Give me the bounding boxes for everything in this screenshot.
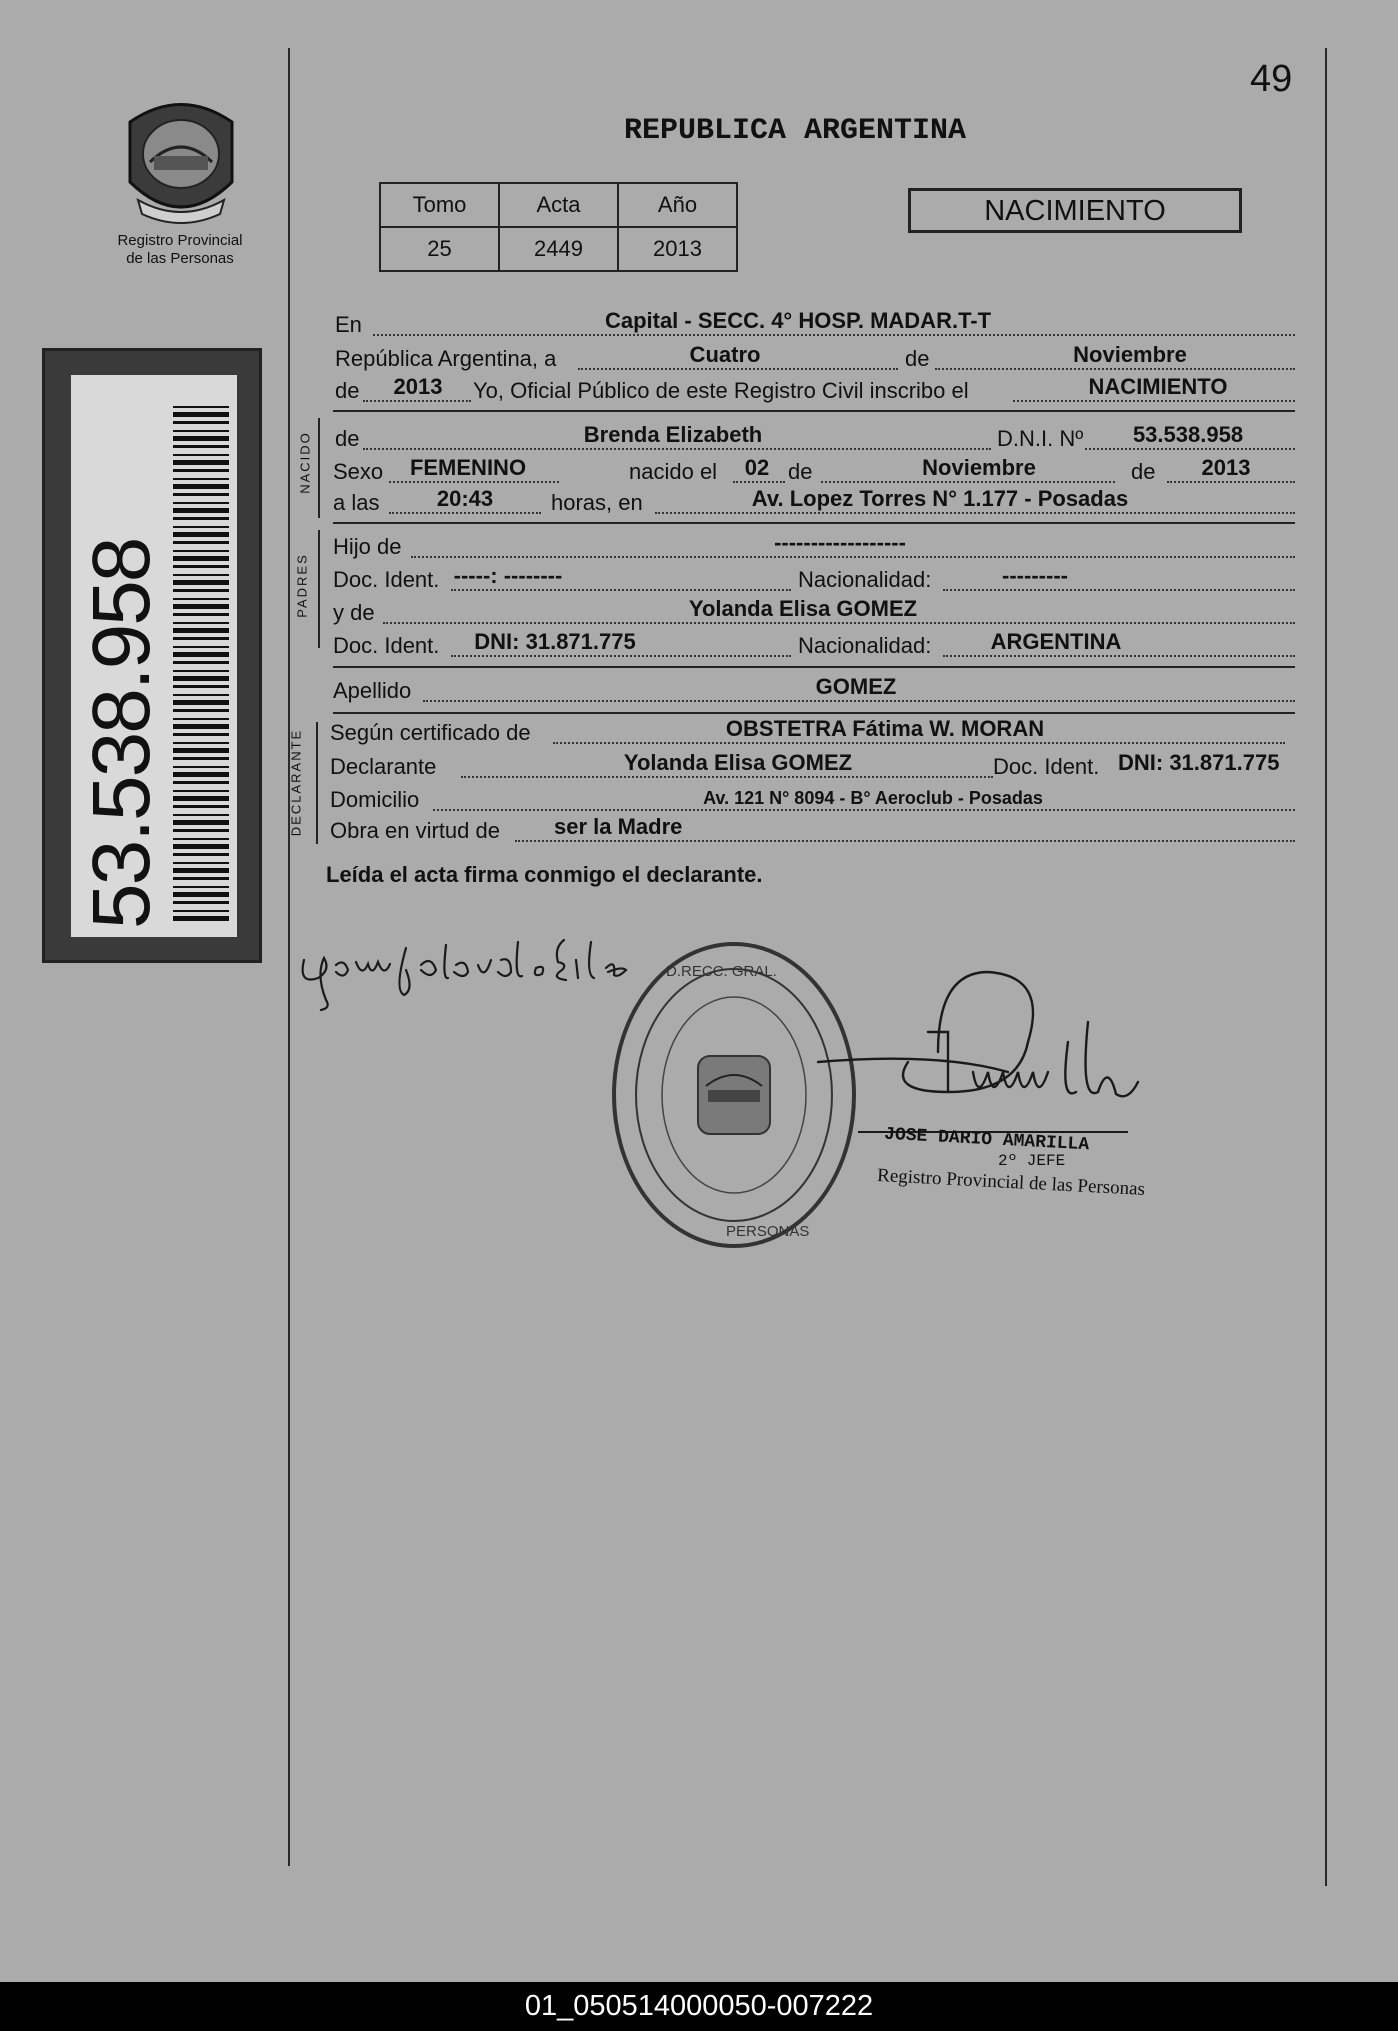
registry-table — [379, 182, 738, 272]
padres-rule — [333, 666, 1295, 668]
obra-row — [330, 814, 1295, 846]
document-title: REPUBLICA ARGENTINA — [623, 114, 967, 148]
closing-statement: Leída el acta firma conmigo el declarante. — [326, 862, 763, 887]
republica-label: República Argentina, a — [335, 346, 557, 371]
birth-time-value: 20:43 — [436, 486, 494, 511]
alas-row — [333, 486, 1295, 518]
day-word-value: Cuatro — [689, 342, 761, 367]
registry-header-anio: Año — [618, 183, 737, 227]
nacido-rule — [333, 522, 1295, 524]
father-nat-value: --------- — [1002, 563, 1068, 588]
apellido-row — [333, 674, 1295, 706]
child-name-value: Brenda Elizabeth — [583, 422, 763, 447]
page-number: 49 — [1250, 58, 1293, 100]
province-logo — [120, 92, 242, 230]
logo-caption-line2: de las Personas — [126, 250, 234, 267]
time-dots — [389, 512, 541, 514]
scan-footer: 01_050514000050-007222 — [0, 1982, 1398, 2031]
year-value: 2013 — [393, 374, 443, 399]
birth-day-value: 02 — [744, 455, 770, 480]
en-label: En — [335, 312, 362, 337]
barcode-number: 53.538.958 — [76, 538, 167, 929]
act-kind-value: NACIMIENTO — [1088, 374, 1228, 399]
father-nat-dots — [943, 589, 1295, 591]
mother-doc-dots — [451, 655, 791, 657]
cert-dots — [553, 742, 1285, 744]
registry-value-row — [380, 227, 737, 271]
birth-month-value: Noviembre — [922, 455, 1036, 480]
declarante-doc-value: DNI: 31.871.775 — [1118, 750, 1280, 775]
birth-year-value: 2013 — [1201, 455, 1251, 480]
hijo-label: Hijo de — [333, 534, 402, 559]
horas-label: horas, en — [551, 490, 643, 515]
place-value: Capital - SECC. 4° HOSP. MADAR.T-T — [604, 308, 992, 333]
sexo-value: FEMENINO — [409, 455, 527, 480]
yde-label: y de — [333, 600, 375, 625]
svg-text:PERSONAS: PERSONAS — [726, 1223, 810, 1240]
barcode-bars — [173, 401, 229, 921]
barcode-label — [71, 375, 237, 937]
nacido-el-label: nacido el — [629, 459, 718, 484]
birth-de-label-2: de — [1131, 459, 1156, 484]
year-dots — [363, 400, 471, 402]
document-type-box: NACIMIENTO — [908, 188, 1242, 233]
nacido-name-row — [333, 422, 1295, 454]
domicilio-row — [330, 783, 1295, 815]
hijo-row — [333, 530, 1295, 562]
name-dots — [363, 448, 991, 450]
father-doc-label: Doc. Ident. — [333, 567, 440, 592]
mother-nat-dots — [943, 655, 1295, 657]
year-row — [333, 374, 1295, 406]
month-dots — [935, 368, 1295, 370]
svg-text:D.RECC. GRAL.: D.RECC. GRAL. — [666, 963, 777, 980]
barcode-block — [42, 348, 262, 963]
domicilio-label: Domicilio — [330, 787, 420, 812]
nacido-label: NACIDO — [297, 431, 313, 494]
birth-day-dots — [733, 481, 785, 483]
year-de-label: de — [335, 378, 360, 403]
birth-year-dots — [1167, 481, 1295, 483]
de-label: de — [905, 346, 930, 371]
cert-row — [330, 716, 1295, 748]
declarante-name-label: Declarante — [330, 754, 437, 779]
sexo-dots — [389, 481, 559, 483]
dni-label: D.N.I. Nº — [997, 426, 1084, 451]
oficial-text: Yo, Oficial Público de este Registro Civil inscribo el — [473, 378, 969, 403]
child-dni-value: 53.538.958 — [1132, 422, 1244, 447]
father-doc-row — [333, 563, 1295, 595]
declarante-doc-label: Doc. Ident. — [993, 754, 1100, 779]
domicilio-dots — [433, 809, 1295, 811]
logo-caption-line1: Registro Provincial — [117, 232, 243, 249]
apellido-value: GOMEZ — [815, 674, 897, 699]
registry-value-acta: 2449 — [499, 227, 618, 271]
declarante-row — [330, 750, 1295, 782]
mother-doc-value: DNI: 31.871.775 — [474, 629, 636, 654]
republica-row — [333, 342, 1295, 374]
registry-value-anio: 2013 — [618, 227, 737, 271]
dni-dots — [1085, 448, 1295, 450]
father-doc-dots — [451, 589, 791, 591]
cert-label: Según certificado de — [330, 720, 531, 745]
cert-value: OBSTETRA Fátima W. MORAN — [725, 716, 1045, 741]
mother-nat-label: Nacionalidad: — [798, 633, 932, 658]
mother-row — [333, 596, 1295, 628]
declarante-bar — [316, 722, 318, 844]
place-row — [333, 308, 1295, 340]
birth-place-dots — [655, 512, 1295, 514]
father-value: ------------------ — [774, 530, 906, 555]
place-dots — [373, 334, 1295, 336]
birth-place-value: Av. Lopez Torres N° 1.177 - Posadas — [751, 486, 1129, 511]
domicilio-value: Av. 121 N° 8094 - B° Aeroclub - Posadas — [703, 788, 1043, 808]
birth-month-dots — [821, 481, 1115, 483]
declarante-name-value: Yolanda Elisa GOMEZ — [623, 750, 853, 775]
day-dots — [578, 368, 898, 370]
sexo-label: Sexo — [333, 459, 384, 484]
obra-label: Obra en virtud de — [330, 818, 500, 843]
header-rule — [333, 410, 1295, 412]
father-dots — [411, 556, 1295, 558]
father-nat-label: Nacionalidad: — [798, 567, 932, 592]
act-kind-dots — [1013, 400, 1295, 402]
declarante-label: DECLARANTE — [288, 728, 304, 837]
obra-value: ser la Madre — [554, 814, 683, 839]
padres-bar — [318, 530, 320, 648]
official-office: Registro Provincial de las Personas — [876, 1165, 1146, 1201]
apellido-rule — [333, 712, 1295, 714]
apellido-dots — [423, 700, 1295, 702]
padres-label: PADRES — [294, 553, 310, 618]
official-name: JOSE DARIO AMARILLA — [883, 1124, 1090, 1156]
declarant-signature — [296, 930, 646, 1015]
mother-value: Yolanda Elisa GOMEZ — [688, 596, 918, 621]
logo-caption — [95, 232, 265, 268]
month-value: Noviembre — [1073, 342, 1187, 367]
nacido-bar — [318, 418, 320, 518]
obra-dots — [515, 840, 1295, 842]
registry-header-tomo: Tomo — [380, 183, 499, 227]
declarante-dots — [461, 776, 993, 778]
apellido-label: Apellido — [333, 678, 412, 703]
registry-value-tomo: 25 — [380, 227, 499, 271]
mother-dots — [383, 622, 1295, 624]
birth-de-label: de — [788, 459, 813, 484]
registry-header-acta: Acta — [499, 183, 618, 227]
father-doc-value: -----: -------- — [453, 563, 563, 588]
alas-label: a las — [333, 490, 380, 515]
mother-nat-value: ARGENTINA — [990, 629, 1122, 654]
registry-header-row — [380, 183, 737, 227]
right-margin-line — [1325, 48, 1327, 1886]
mother-doc-row — [333, 629, 1295, 661]
barcode-rotated — [71, 375, 237, 937]
left-margin-line — [288, 48, 290, 1866]
official-title: 2º JEFE — [998, 1152, 1066, 1170]
nacido-de-label: de — [335, 426, 360, 451]
mother-doc-label: Doc. Ident. — [333, 633, 440, 658]
sexo-row — [333, 455, 1295, 487]
